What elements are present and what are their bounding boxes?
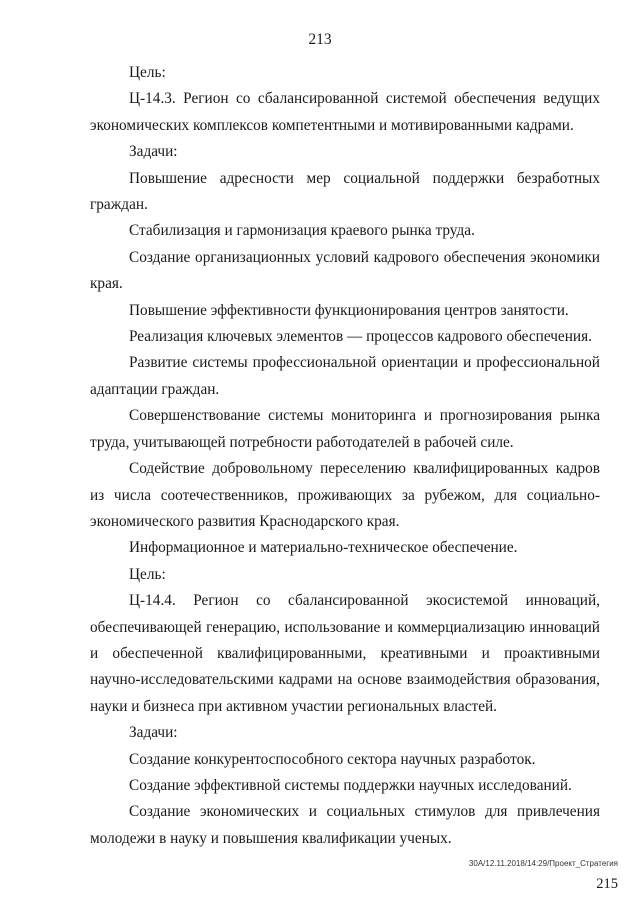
- task-item: Повышение эффективности функционирования центров занятости.: [129, 301, 569, 319]
- page-number-top: 213: [308, 31, 332, 48]
- document-body: [90, 60, 600, 852]
- tasks-label: Задачи:: [129, 143, 178, 161]
- goal-label: Цель:: [129, 64, 166, 81]
- task-item: Совершенствование системы мониторинга и прогнозирования рынка труда, учитывающей потребности работодателей в рабочей силе.: [90, 407, 600, 451]
- task-item: Информационное и материально-техническое обеспечение.: [129, 539, 518, 557]
- task-item: Реализация ключевых элементов — процессов кадрового обеспечения.: [129, 328, 592, 346]
- goal-14-4: Ц-14.4. Регион со сбалансированной экосистемой инноваций, обеспечивающей генерацию, использование и коммерциализацию инноваций и обеспеченной квалифицированными, креативными и проактивными научно-исследовательскими кадрами на основе взаимодействия образования, науки и бизнеса при активном участии региональных властей.: [90, 592, 600, 715]
- task-item: Создание конкурентоспособного сектора научных разработок.: [129, 750, 536, 768]
- task-item: Создание экономических и социальных стимулов для привлечения молодежи в науку и повышения квалификации ученых.: [90, 803, 600, 847]
- task-item: Создание организационных условий кадрового обеспечения экономики края.: [90, 248, 600, 293]
- goal-14-3: Ц-14.3. Регион со сбалансированной системой обеспечения ведущих экономических комплексов компетентными и мотивированными кадрами.: [90, 90, 600, 134]
- tasks-label: Задачи:: [129, 724, 178, 742]
- task-item: Создание эффективной системы поддержки научных исследований.: [129, 776, 572, 794]
- goal-label: Цель:: [129, 565, 166, 583]
- footer-stamp: 30А/12.11.2018/14:29/Проект_Стратегия: [468, 859, 618, 868]
- task-item: Стабилизация и гармонизация краевого рынка труда.: [129, 222, 475, 240]
- page-number-bottom: 215: [596, 876, 618, 892]
- task-item: Повышение адресности мер социальной поддержки безработных граждан.: [90, 169, 600, 214]
- task-item: Развитие системы профессиональной ориентации и профессиональной адаптации граждан.: [90, 354, 600, 398]
- task-item: Содействие добровольному переселению квалифицированных кадров из числа соотечественников, проживающих за рубежом, для социально-экономического развития Краснодарского края.: [90, 460, 600, 530]
